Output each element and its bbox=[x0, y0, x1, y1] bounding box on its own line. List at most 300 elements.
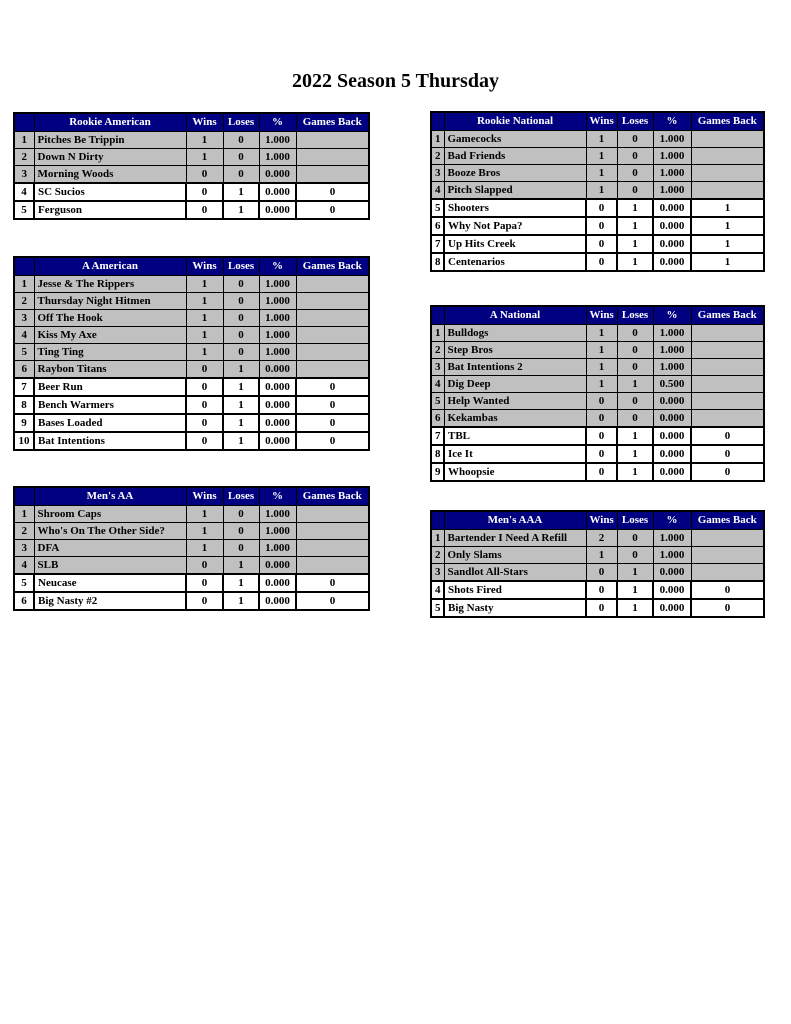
standings-table-mens-aa bbox=[13, 486, 368, 611]
wins-cell: 0 bbox=[586, 199, 617, 217]
rank-cell: 6 bbox=[14, 592, 34, 610]
team-name-cell: Shroom Caps bbox=[34, 506, 186, 523]
games-back-cell bbox=[691, 131, 764, 148]
wins-cell: 1 bbox=[586, 376, 617, 393]
games-back-cell bbox=[296, 132, 369, 149]
games-back-cell bbox=[296, 557, 369, 575]
loses-cell: 0 bbox=[617, 393, 653, 410]
standings-table-rookie-american bbox=[13, 112, 368, 220]
pct-cell: 0.000 bbox=[259, 592, 296, 610]
wins-cell: 1 bbox=[586, 359, 617, 376]
pct-cell: 0.000 bbox=[259, 201, 296, 219]
team-row bbox=[14, 310, 369, 327]
loses-cell: 0 bbox=[617, 182, 653, 200]
pct-cell: 1.000 bbox=[653, 547, 691, 564]
team-name-cell: Only Slams bbox=[444, 547, 586, 564]
wins-cell: 0 bbox=[586, 217, 617, 235]
team-row bbox=[431, 463, 764, 481]
team-name-cell: Who's On The Other Side? bbox=[34, 523, 186, 540]
rank-cell: 2 bbox=[431, 342, 444, 359]
games-back-cell bbox=[691, 342, 764, 359]
rank-cell: 4 bbox=[431, 581, 444, 599]
team-row bbox=[14, 378, 369, 396]
column-header-cell: % bbox=[259, 113, 296, 132]
wins-cell: 0 bbox=[586, 410, 617, 428]
team-name-cell: Kekambas bbox=[444, 410, 586, 428]
standings-table-a-american bbox=[13, 256, 368, 451]
games-back-cell bbox=[691, 410, 764, 428]
rank-cell: 6 bbox=[14, 361, 34, 379]
wins-cell: 0 bbox=[586, 463, 617, 481]
team-name-cell: Morning Woods bbox=[34, 166, 186, 184]
pct-cell: 0.000 bbox=[653, 393, 691, 410]
pct-cell: 0.000 bbox=[259, 432, 296, 450]
team-row bbox=[431, 165, 764, 182]
loses-cell: 1 bbox=[617, 581, 653, 599]
loses-cell: 0 bbox=[223, 132, 259, 149]
rank-cell: 7 bbox=[431, 235, 444, 253]
table-header-row bbox=[431, 306, 764, 325]
games-back-cell bbox=[691, 376, 764, 393]
rank-cell: 2 bbox=[14, 293, 34, 310]
division-title-cell: Rookie American bbox=[34, 113, 186, 132]
games-back-cell bbox=[296, 344, 369, 361]
team-name-cell: Thursday Night Hitmen bbox=[34, 293, 186, 310]
rank-cell: 3 bbox=[431, 564, 444, 582]
loses-cell: 0 bbox=[617, 410, 653, 428]
wins-cell: 0 bbox=[586, 581, 617, 599]
team-row bbox=[14, 414, 369, 432]
wins-cell: 1 bbox=[586, 342, 617, 359]
pct-cell: 1.000 bbox=[259, 276, 296, 293]
column-header-cell: Games Back bbox=[691, 511, 764, 530]
table-header-row bbox=[14, 113, 369, 132]
wins-cell: 0 bbox=[186, 378, 223, 396]
pct-cell: 0.000 bbox=[653, 463, 691, 481]
games-back-cell: 0 bbox=[296, 201, 369, 219]
pct-cell: 0.000 bbox=[653, 599, 691, 617]
loses-cell: 0 bbox=[617, 342, 653, 359]
loses-cell: 0 bbox=[617, 131, 653, 148]
games-back-cell: 0 bbox=[296, 432, 369, 450]
pct-cell: 1.000 bbox=[259, 149, 296, 166]
rank-cell: 5 bbox=[14, 344, 34, 361]
column-header-cell: % bbox=[653, 306, 691, 325]
column-header-cell: Wins bbox=[586, 112, 617, 131]
team-row bbox=[14, 344, 369, 361]
team-row bbox=[431, 325, 764, 342]
games-back-cell bbox=[296, 293, 369, 310]
wins-cell: 0 bbox=[186, 414, 223, 432]
games-back-cell bbox=[691, 165, 764, 182]
team-row bbox=[431, 445, 764, 463]
table-header-row bbox=[14, 487, 369, 506]
rank-cell: 2 bbox=[14, 149, 34, 166]
team-row bbox=[431, 427, 764, 445]
pct-cell: 0.000 bbox=[653, 235, 691, 253]
team-name-cell: Neucase bbox=[34, 574, 186, 592]
team-row bbox=[431, 530, 764, 547]
team-row bbox=[431, 376, 764, 393]
team-name-cell: Booze Bros bbox=[444, 165, 586, 182]
team-name-cell: Bat Intentions 2 bbox=[444, 359, 586, 376]
games-back-cell: 1 bbox=[691, 199, 764, 217]
wins-cell: 0 bbox=[186, 183, 223, 201]
column-header-cell: Games Back bbox=[691, 112, 764, 131]
team-row bbox=[431, 182, 764, 200]
team-row bbox=[431, 581, 764, 599]
team-name-cell: Up Hits Creek bbox=[444, 235, 586, 253]
games-back-cell: 0 bbox=[691, 427, 764, 445]
column-header-cell: % bbox=[653, 511, 691, 530]
loses-cell: 0 bbox=[223, 166, 259, 184]
team-name-cell: Whoopsie bbox=[444, 463, 586, 481]
pct-cell: 0.000 bbox=[653, 199, 691, 217]
loses-cell: 1 bbox=[617, 253, 653, 271]
rank-cell: 3 bbox=[14, 540, 34, 557]
standings-table-a-national bbox=[430, 305, 763, 482]
team-row bbox=[14, 432, 369, 450]
loses-cell: 1 bbox=[223, 592, 259, 610]
loses-cell: 1 bbox=[617, 376, 653, 393]
rank-header-cell bbox=[431, 511, 444, 530]
rank-cell: 4 bbox=[14, 327, 34, 344]
team-name-cell: Bad Friends bbox=[444, 148, 586, 165]
wins-cell: 0 bbox=[186, 432, 223, 450]
games-back-cell: 0 bbox=[691, 599, 764, 617]
loses-cell: 1 bbox=[617, 463, 653, 481]
games-back-cell: 1 bbox=[691, 253, 764, 271]
wins-cell: 1 bbox=[186, 540, 223, 557]
games-back-cell bbox=[296, 361, 369, 379]
team-name-cell: DFA bbox=[34, 540, 186, 557]
wins-cell: 1 bbox=[186, 327, 223, 344]
rank-cell: 3 bbox=[431, 359, 444, 376]
wins-cell: 1 bbox=[186, 132, 223, 149]
games-back-cell: 0 bbox=[296, 183, 369, 201]
rank-cell: 1 bbox=[14, 506, 34, 523]
pct-cell: 0.000 bbox=[653, 217, 691, 235]
team-name-cell: Bulldogs bbox=[444, 325, 586, 342]
wins-cell: 0 bbox=[186, 396, 223, 414]
pct-cell: 1.000 bbox=[259, 344, 296, 361]
loses-cell: 1 bbox=[223, 361, 259, 379]
team-name-cell: Off The Hook bbox=[34, 310, 186, 327]
team-name-cell: Raybon Titans bbox=[34, 361, 186, 379]
team-row bbox=[14, 574, 369, 592]
column-header-cell: % bbox=[653, 112, 691, 131]
rank-cell: 9 bbox=[431, 463, 444, 481]
column-header-cell: Loses bbox=[223, 257, 259, 276]
wins-cell: 0 bbox=[186, 361, 223, 379]
wins-cell: 1 bbox=[586, 547, 617, 564]
team-row bbox=[14, 293, 369, 310]
column-header-cell: % bbox=[259, 257, 296, 276]
pct-cell: 1.000 bbox=[653, 325, 691, 342]
team-name-cell: Ting Ting bbox=[34, 344, 186, 361]
loses-cell: 0 bbox=[223, 149, 259, 166]
pct-cell: 0.000 bbox=[259, 378, 296, 396]
games-back-cell bbox=[296, 523, 369, 540]
column-header-cell: Games Back bbox=[296, 487, 369, 506]
rank-cell: 3 bbox=[14, 166, 34, 184]
team-row bbox=[431, 253, 764, 271]
team-name-cell: Shooters bbox=[444, 199, 586, 217]
column-header-cell: Wins bbox=[186, 487, 223, 506]
division-title-cell: A National bbox=[444, 306, 586, 325]
team-name-cell: SC Sucios bbox=[34, 183, 186, 201]
team-row bbox=[14, 327, 369, 344]
rank-cell: 10 bbox=[14, 432, 34, 450]
rank-cell: 5 bbox=[431, 393, 444, 410]
games-back-cell: 0 bbox=[691, 463, 764, 481]
games-back-cell bbox=[296, 166, 369, 184]
pct-cell: 1.000 bbox=[653, 359, 691, 376]
table-header-row bbox=[14, 257, 369, 276]
games-back-cell bbox=[296, 506, 369, 523]
rank-cell: 5 bbox=[431, 199, 444, 217]
team-name-cell: Ice It bbox=[444, 445, 586, 463]
wins-cell: 0 bbox=[586, 599, 617, 617]
team-name-cell: Big Nasty bbox=[444, 599, 586, 617]
loses-cell: 0 bbox=[617, 148, 653, 165]
wins-cell: 2 bbox=[586, 530, 617, 547]
column-header-cell: Games Back bbox=[296, 113, 369, 132]
rank-cell: 8 bbox=[431, 253, 444, 271]
column-header-cell: Wins bbox=[186, 113, 223, 132]
team-name-cell: Kiss My Axe bbox=[34, 327, 186, 344]
team-row bbox=[431, 393, 764, 410]
pct-cell: 1.000 bbox=[259, 523, 296, 540]
team-row bbox=[14, 132, 369, 149]
pct-cell: 0.000 bbox=[653, 581, 691, 599]
standings-table-rookie-national bbox=[430, 111, 763, 272]
wins-cell: 0 bbox=[186, 574, 223, 592]
loses-cell: 0 bbox=[223, 540, 259, 557]
loses-cell: 1 bbox=[617, 564, 653, 582]
rank-cell: 3 bbox=[431, 165, 444, 182]
pct-cell: 0.000 bbox=[653, 564, 691, 582]
pct-cell: 1.000 bbox=[259, 327, 296, 344]
wins-cell: 0 bbox=[586, 393, 617, 410]
rank-cell: 4 bbox=[431, 182, 444, 200]
loses-cell: 0 bbox=[617, 530, 653, 547]
team-name-cell: Bartender I Need A Refill bbox=[444, 530, 586, 547]
column-header-cell: Games Back bbox=[691, 306, 764, 325]
rank-cell: 1 bbox=[14, 132, 34, 149]
column-header-cell: Loses bbox=[617, 306, 653, 325]
pct-cell: 0.000 bbox=[653, 445, 691, 463]
team-row bbox=[14, 276, 369, 293]
team-name-cell: SLB bbox=[34, 557, 186, 575]
games-back-cell bbox=[691, 148, 764, 165]
team-name-cell: Down N Dirty bbox=[34, 149, 186, 166]
wins-cell: 1 bbox=[586, 148, 617, 165]
pct-cell: 0.000 bbox=[653, 253, 691, 271]
loses-cell: 0 bbox=[617, 547, 653, 564]
loses-cell: 0 bbox=[617, 165, 653, 182]
team-name-cell: TBL bbox=[444, 427, 586, 445]
standings-table bbox=[13, 486, 370, 611]
loses-cell: 1 bbox=[223, 396, 259, 414]
games-back-cell bbox=[691, 564, 764, 582]
division-title-cell: Men's AAA bbox=[444, 511, 586, 530]
team-name-cell: Step Bros bbox=[444, 342, 586, 359]
loses-cell: 1 bbox=[617, 427, 653, 445]
games-back-cell: 0 bbox=[691, 445, 764, 463]
wins-cell: 0 bbox=[586, 235, 617, 253]
team-row bbox=[431, 359, 764, 376]
pct-cell: 1.000 bbox=[259, 540, 296, 557]
wins-cell: 0 bbox=[186, 592, 223, 610]
loses-cell: 1 bbox=[617, 445, 653, 463]
team-row bbox=[431, 148, 764, 165]
team-name-cell: Jesse & The Rippers bbox=[34, 276, 186, 293]
rank-cell: 6 bbox=[431, 217, 444, 235]
team-name-cell: Big Nasty #2 bbox=[34, 592, 186, 610]
loses-cell: 1 bbox=[617, 599, 653, 617]
loses-cell: 0 bbox=[223, 310, 259, 327]
rank-header-cell bbox=[14, 257, 34, 276]
rank-cell: 9 bbox=[14, 414, 34, 432]
pct-cell: 1.000 bbox=[653, 342, 691, 359]
games-back-cell: 1 bbox=[691, 217, 764, 235]
pct-cell: 1.000 bbox=[653, 530, 691, 547]
team-row bbox=[431, 342, 764, 359]
rank-cell: 4 bbox=[431, 376, 444, 393]
wins-cell: 1 bbox=[586, 165, 617, 182]
team-row bbox=[14, 523, 369, 540]
team-name-cell: Bat Intentions bbox=[34, 432, 186, 450]
standings-table bbox=[13, 256, 370, 451]
team-name-cell: Gamecocks bbox=[444, 131, 586, 148]
rank-header-cell bbox=[14, 487, 34, 506]
wins-cell: 1 bbox=[186, 149, 223, 166]
loses-cell: 1 bbox=[223, 574, 259, 592]
pct-cell: 0.000 bbox=[259, 574, 296, 592]
pct-cell: 0.000 bbox=[653, 410, 691, 428]
pct-cell: 0.000 bbox=[259, 557, 296, 575]
loses-cell: 0 bbox=[223, 523, 259, 540]
loses-cell: 1 bbox=[223, 378, 259, 396]
games-back-cell: 1 bbox=[691, 235, 764, 253]
loses-cell: 1 bbox=[617, 199, 653, 217]
pct-cell: 0.000 bbox=[259, 361, 296, 379]
rank-cell: 1 bbox=[14, 276, 34, 293]
column-header-cell: Loses bbox=[617, 112, 653, 131]
team-row bbox=[14, 557, 369, 575]
games-back-cell bbox=[691, 393, 764, 410]
games-back-cell bbox=[691, 359, 764, 376]
team-name-cell: Why Not Papa? bbox=[444, 217, 586, 235]
pct-cell: 1.000 bbox=[653, 182, 691, 200]
team-row bbox=[14, 396, 369, 414]
pct-cell: 1.000 bbox=[653, 165, 691, 182]
wins-cell: 1 bbox=[186, 506, 223, 523]
team-row bbox=[14, 592, 369, 610]
standings-table bbox=[13, 112, 370, 220]
wins-cell: 0 bbox=[186, 166, 223, 184]
rank-cell: 1 bbox=[431, 131, 444, 148]
division-title-cell: A American bbox=[34, 257, 186, 276]
pct-cell: 0.000 bbox=[259, 183, 296, 201]
pct-cell: 0.000 bbox=[653, 427, 691, 445]
team-row bbox=[431, 410, 764, 428]
team-name-cell: Sandlot All-Stars bbox=[444, 564, 586, 582]
wins-cell: 1 bbox=[586, 131, 617, 148]
rank-header-cell bbox=[14, 113, 34, 132]
team-row bbox=[14, 361, 369, 379]
games-back-cell bbox=[296, 276, 369, 293]
pct-cell: 1.000 bbox=[259, 293, 296, 310]
team-row bbox=[431, 199, 764, 217]
loses-cell: 0 bbox=[223, 293, 259, 310]
team-name-cell: Pitch Slapped bbox=[444, 182, 586, 200]
loses-cell: 0 bbox=[223, 506, 259, 523]
team-name-cell: Pitches Be Trippin bbox=[34, 132, 186, 149]
column-header-cell: Wins bbox=[186, 257, 223, 276]
games-back-cell: 0 bbox=[691, 581, 764, 599]
team-name-cell: Beer Run bbox=[34, 378, 186, 396]
standings-table bbox=[430, 510, 765, 618]
team-row bbox=[14, 201, 369, 219]
wins-cell: 1 bbox=[586, 325, 617, 342]
column-header-cell: % bbox=[259, 487, 296, 506]
games-back-cell bbox=[296, 310, 369, 327]
team-name-cell: Dig Deep bbox=[444, 376, 586, 393]
wins-cell: 0 bbox=[186, 201, 223, 219]
rank-header-cell bbox=[431, 112, 444, 131]
column-header-cell: Loses bbox=[223, 113, 259, 132]
rank-cell: 5 bbox=[431, 599, 444, 617]
page-title: 2022 Season 5 Thursday bbox=[292, 70, 499, 92]
division-title-cell: Men's AA bbox=[34, 487, 186, 506]
loses-cell: 0 bbox=[617, 325, 653, 342]
pct-cell: 0.500 bbox=[653, 376, 691, 393]
team-row bbox=[431, 235, 764, 253]
games-back-cell bbox=[296, 327, 369, 344]
rank-cell: 2 bbox=[431, 547, 444, 564]
rank-cell: 8 bbox=[431, 445, 444, 463]
team-name-cell: Ferguson bbox=[34, 201, 186, 219]
rank-cell: 7 bbox=[14, 378, 34, 396]
column-header-cell: Wins bbox=[586, 306, 617, 325]
rank-cell: 5 bbox=[14, 574, 34, 592]
rank-cell: 2 bbox=[14, 523, 34, 540]
rank-cell: 4 bbox=[14, 183, 34, 201]
column-header-cell: Loses bbox=[617, 511, 653, 530]
games-back-cell bbox=[296, 149, 369, 166]
games-back-cell: 0 bbox=[296, 574, 369, 592]
team-row bbox=[431, 131, 764, 148]
team-row bbox=[14, 149, 369, 166]
pct-cell: 0.000 bbox=[259, 414, 296, 432]
team-row bbox=[14, 166, 369, 184]
wins-cell: 1 bbox=[186, 276, 223, 293]
wins-cell: 1 bbox=[586, 182, 617, 200]
pct-cell: 0.000 bbox=[259, 166, 296, 184]
loses-cell: 1 bbox=[223, 183, 259, 201]
pct-cell: 0.000 bbox=[259, 396, 296, 414]
pct-cell: 1.000 bbox=[259, 310, 296, 327]
loses-cell: 0 bbox=[617, 359, 653, 376]
games-back-cell: 0 bbox=[296, 414, 369, 432]
column-header-cell: Wins bbox=[586, 511, 617, 530]
games-back-cell: 0 bbox=[296, 592, 369, 610]
team-row bbox=[431, 547, 764, 564]
pct-cell: 1.000 bbox=[653, 148, 691, 165]
pct-cell: 1.000 bbox=[259, 132, 296, 149]
